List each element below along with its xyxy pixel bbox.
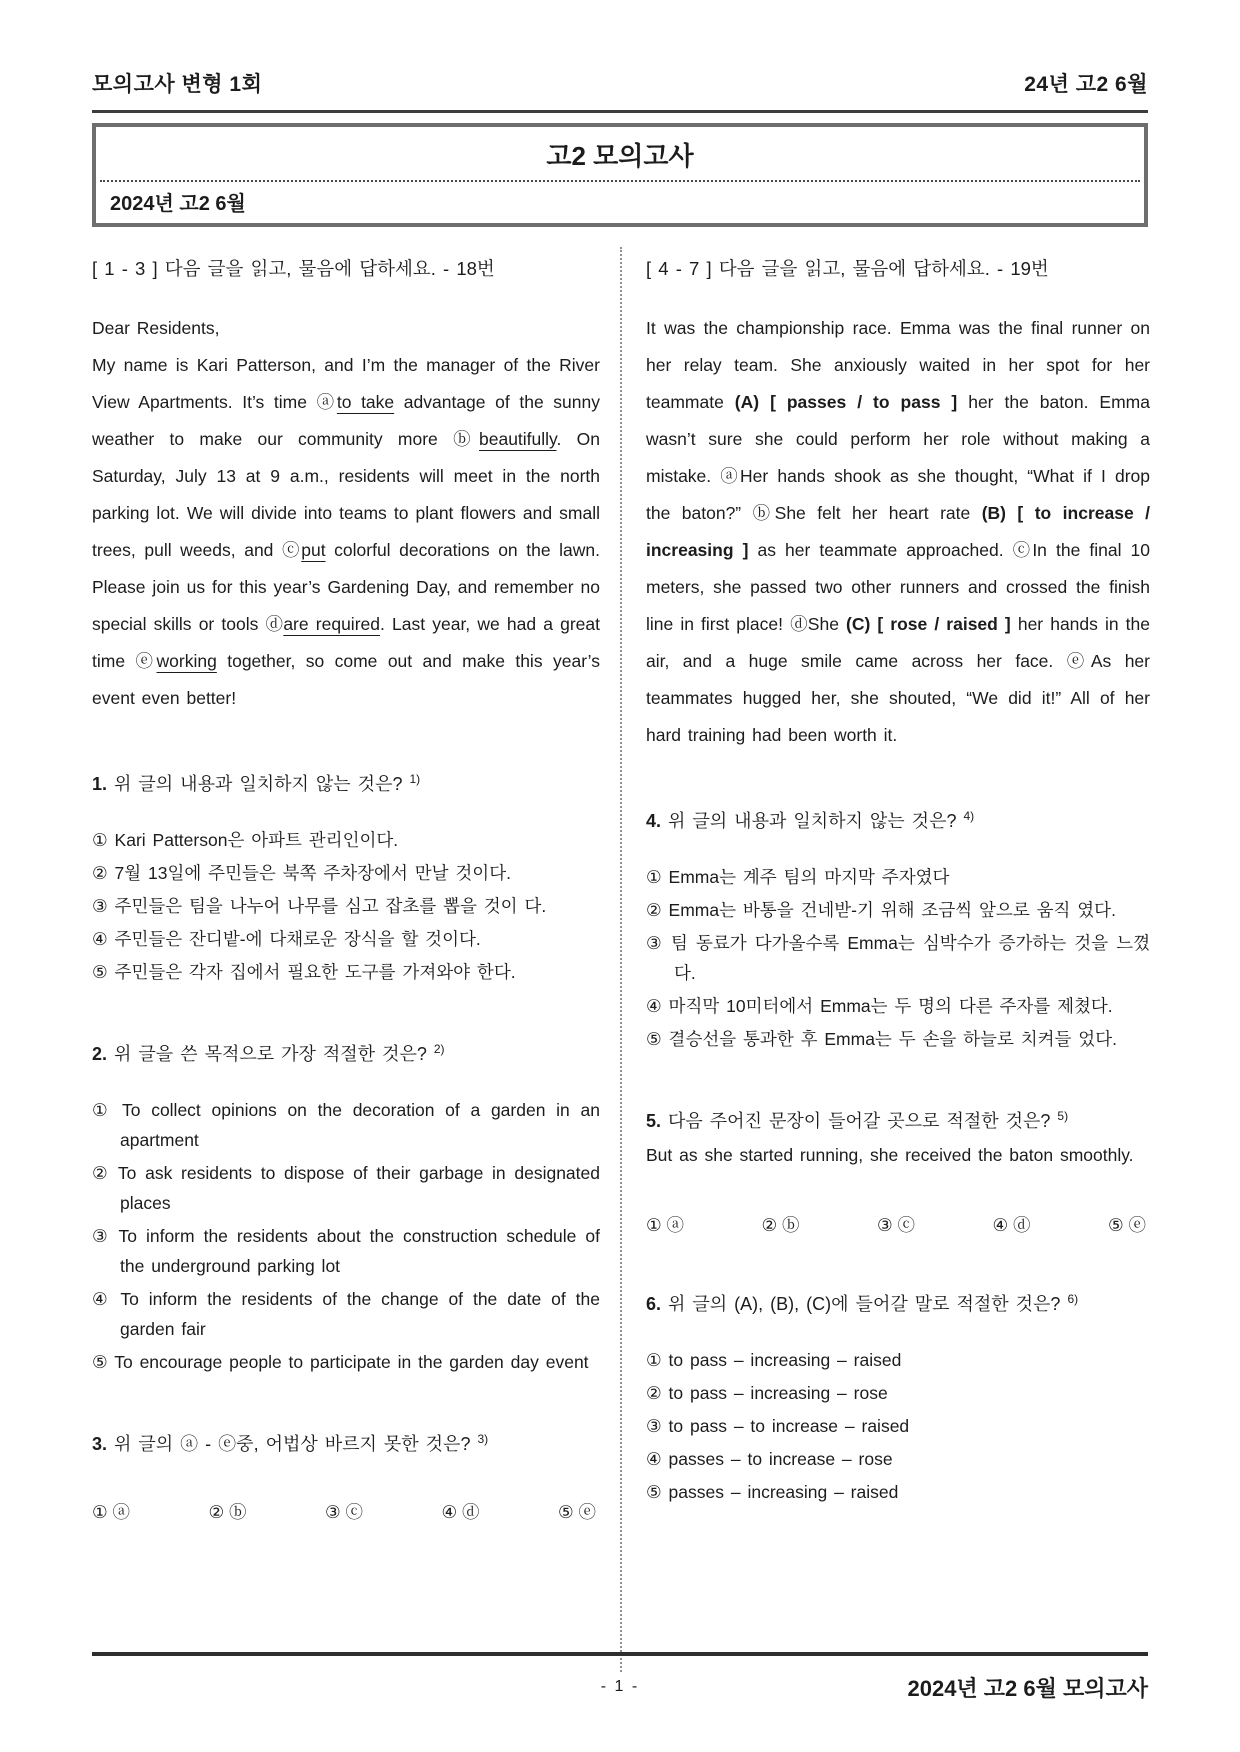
passage-text: advantage of the sunny weather to make our community more	[92, 392, 600, 449]
question-text: 위 글의 (A), (B), (C)에 들어갈 말로 적절한 것은?	[668, 1294, 1068, 1314]
section-heading-4-7: [ 4 - 7 ] 다음 글을 읽고, 물음에 답하세요. - 19번	[646, 258, 1049, 279]
option-item: ② To ask residents to dispose of their garbage in designated places	[92, 1163, 600, 1213]
question-block	[646, 1106, 1150, 1237]
options-list	[92, 1095, 600, 1377]
option-item: ⑤ 주민들은 각자 집에서 필요한 도구를 가져와야 한다.	[92, 962, 516, 982]
passage-text: My name is Kari Patterson, and I’m the manager of the River View Apartments. It’s time	[92, 355, 600, 412]
left-column	[92, 247, 600, 1672]
question-footnote-number: 3)	[477, 1432, 489, 1446]
option-item: ④ ⓓ	[441, 1502, 480, 1522]
passage-18	[92, 310, 600, 717]
option-item: ② Emma는 바통을 건네받-기 위해 조금씩 앞으로 움직 였다.	[646, 900, 1116, 920]
passage-text: as her teammate approached. ⓒIn the final 10 meters, she passed two other runners and crossed the finish line in first place! ⓓShe	[646, 540, 1150, 634]
question-list-left	[92, 769, 600, 1524]
passage-text: colorful decorations on the lawn. Please join us for this year’s Gardening Day, and remember no special skills or tools	[92, 540, 601, 634]
question-text: 위 글의 내용과 일치하지 않는 것은?	[114, 774, 410, 794]
options-list	[92, 825, 600, 987]
question-block	[646, 1289, 1150, 1507]
underlined-phrase: put	[301, 540, 326, 560]
options-list	[646, 862, 1150, 1054]
option-item: ⑤ ⓔ	[557, 1502, 596, 1522]
question-number: 4.	[646, 811, 669, 831]
option-item: ④ passes – to increase – rose	[646, 1449, 893, 1469]
option-item: ① To collect opinions on the decoration of a garden in an apartment	[92, 1100, 600, 1150]
bold-bracket-choice: (B) [ to increase / increasing ]	[646, 503, 1150, 560]
option-item: ③ 팀 동료가 다가올수록 Emma는 심박수가 증가하는 것을 느꼈다.	[646, 933, 1150, 983]
passage-text: ⓑ	[453, 429, 479, 449]
option-item: ⑤ ⓔ	[1107, 1215, 1146, 1235]
option-item: ① Kari Patterson은 아파트 관리인이다.	[92, 830, 399, 850]
question	[92, 769, 600, 799]
header-left-title: 모의고사 변형 1회	[92, 73, 263, 96]
column-divider	[620, 247, 622, 1672]
option-item: ② 7월 13일에 주민들은 북쪽 주차장에서 만날 것이다.	[92, 863, 511, 883]
passage-text: ⓓ	[265, 614, 284, 634]
footer-row	[92, 1672, 1148, 1702]
question-block	[92, 769, 600, 987]
right-column	[646, 247, 1150, 1672]
option-item: ③ To inform the residents about the construction schedule of the underground parking lot	[92, 1226, 600, 1276]
underlined-phrase: to take	[336, 392, 395, 412]
option-item: ⑤ 결승선을 통과한 후 Emma는 두 손을 하늘로 치켜들 었다.	[646, 1029, 1117, 1049]
question-text: 위 글의 ⓐ - ⓔ중, 어법상 바르지 못한 것은?	[114, 1434, 478, 1454]
question	[92, 1429, 600, 1459]
question-footnote-number: 4)	[963, 809, 975, 823]
header-rule	[92, 110, 1148, 113]
passage-text: Dear Residents,	[92, 318, 220, 338]
question-text: 위 글을 쓴 목적으로 가장 적절한 것은?	[114, 1044, 434, 1064]
option-item: ④ ⓓ	[992, 1215, 1031, 1235]
question-footnote-number: 6)	[1067, 1292, 1079, 1306]
option-item: ④ 주민들은 잔디밭-에 다채로운 장식을 할 것이다.	[92, 929, 481, 949]
option-item: ① to pass – increasing – raised	[646, 1350, 902, 1370]
question	[646, 806, 1150, 836]
question-footnote-number: 1)	[409, 772, 421, 786]
question-number: 2.	[92, 1044, 115, 1064]
option-item: ② ⓑ	[208, 1502, 247, 1522]
options-list	[646, 1345, 1150, 1507]
question-text: 다음 주어진 문장이 들어갈 곳으로 적절한 것은?	[668, 1111, 1058, 1131]
options-row	[92, 1499, 600, 1524]
underlined-phrase: beautifully	[479, 429, 557, 449]
question-number: 1.	[92, 774, 115, 794]
two-column-layout	[92, 247, 1151, 1672]
option-item: ④ To inform the residents of the change of the date of the garden fair	[92, 1289, 600, 1339]
passage-text: her hands in the air, and a huge smile came across her face. ⓔAs her teammates hugged her, she shouted, “We did it!” All of her hard training had been worth it.	[646, 614, 1151, 745]
option-item: ③ ⓒ	[876, 1215, 916, 1235]
option-item: ③ 주민들은 팀을 나누어 나무를 심고 잡초를 뽑을 것이 다.	[92, 896, 547, 916]
option-item: ① ⓐ	[92, 1502, 131, 1522]
question-footnote-number: 2)	[433, 1042, 445, 1056]
question-footnote-number: 5)	[1057, 1109, 1069, 1123]
question-block	[92, 1429, 600, 1524]
passage-text: her the baton. Emma wasn’t sure she could perform her role without making a mistake. ⓐHer hands shook as she thought, “What if I drop the baton?” ⓑShe felt her heart rate	[646, 392, 1150, 523]
page-header	[92, 0, 1148, 98]
passage-19	[646, 310, 1150, 754]
passage-text: ⓒ	[282, 540, 302, 560]
footer-rule	[92, 1652, 1148, 1656]
header-right-label: 24년 고2 6월	[1024, 73, 1148, 96]
question	[646, 1106, 1150, 1136]
bold-bracket-choice: (C) [ rose / raised ]	[846, 614, 1011, 634]
option-item: ② to pass – increasing – rose	[646, 1383, 888, 1403]
passage-text: together, so come out and make this year’s event even better!	[92, 651, 600, 708]
section-heading-1-3: [ 1 - 3 ] 다음 글을 읽고, 물음에 답하세요. - 18번	[92, 258, 495, 279]
footer-label: 2024년 고2 6월 모의고사	[907, 1676, 1148, 1701]
question	[92, 1039, 600, 1069]
option-item: ① Emma는 계주 팀의 마지막 주자였다	[646, 867, 950, 887]
option-item: ② ⓑ	[761, 1215, 800, 1235]
question-number: 6.	[646, 1294, 669, 1314]
bold-bracket-choice: (A) [ passes / to pass ]	[734, 392, 958, 412]
options-row	[646, 1212, 1150, 1237]
underlined-phrase: are required	[283, 614, 380, 634]
option-item: ① ⓐ	[646, 1215, 685, 1235]
question-block	[646, 806, 1150, 1054]
question-text: 위 글의 내용과 일치하지 않는 것은?	[668, 811, 964, 831]
page-number: - 1 -	[600, 1678, 640, 1695]
question-block	[92, 1039, 600, 1377]
option-item: ⑤ To encourage people to participate in the garden day event	[92, 1352, 589, 1372]
passage-text: ⓐ	[316, 392, 337, 412]
question-number: 5.	[646, 1111, 669, 1131]
question	[646, 1289, 1150, 1319]
question-number: 3.	[92, 1434, 115, 1454]
exam-subtitle: 2024년 고2 6월	[110, 193, 246, 215]
exam-title: 고2 모의고사	[546, 141, 694, 171]
option-item: ④ 마직막 10미터에서 Emma는 두 명의 다른 주자를 제쳤다.	[646, 996, 1113, 1016]
passage-text: . Last year, we had a great time	[92, 614, 600, 671]
passage-text: It was the championship race. Emma was the final runner on her relay team. She anxiously waited in her spot for her teammate	[646, 318, 1150, 412]
underlined-phrase: working	[156, 651, 217, 671]
passage-text: ⓔ	[135, 651, 157, 671]
question-list-right	[646, 806, 1150, 1507]
page-footer	[92, 1652, 1148, 1702]
option-item: ③ ⓒ	[324, 1502, 364, 1522]
option-item: ⑤ passes – increasing – raised	[646, 1482, 899, 1502]
passage-text: . On Saturday, July 13 at 9 a.m., residents will meet in the north parking lot. We will divide into teams to plant flowers and small trees, pull weeds, and	[92, 429, 600, 560]
exam-title-box	[92, 123, 1148, 227]
option-item: ③ to pass – to increase – raised	[646, 1416, 910, 1436]
given-sentence: But as she started running, she received the baton smoothly.	[646, 1145, 1134, 1165]
